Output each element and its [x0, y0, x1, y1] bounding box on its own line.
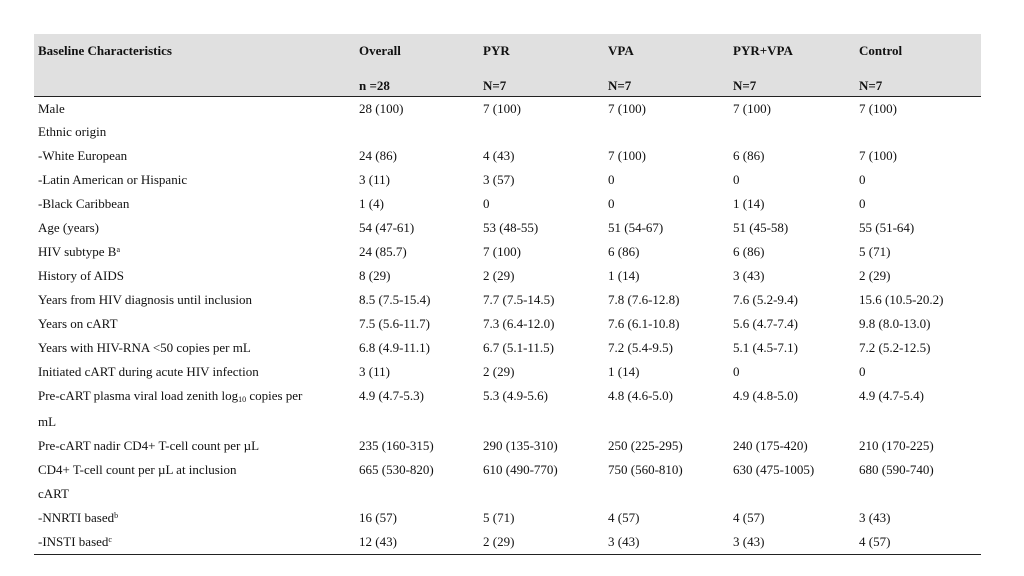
cell-overall — [355, 410, 479, 434]
table-row — [34, 312, 981, 336]
row-label-text: -INSTI based — [38, 534, 109, 549]
row-label-continuation: copies per — [246, 388, 303, 403]
cell-overall: 235 (160-315) — [359, 438, 434, 453]
header-characteristic: Baseline Characteristics — [38, 43, 172, 58]
table-header — [34, 34, 981, 96]
row-label-text: Years on cART — [38, 316, 118, 331]
row-label-text: Ethnic origin — [38, 124, 107, 139]
row-label — [34, 168, 355, 192]
header-row-group-names — [34, 34, 981, 72]
row-label — [34, 144, 355, 168]
baseline-characteristics-table-container — [34, 34, 981, 555]
header-n-overall: n =28 — [355, 72, 479, 96]
row-label — [34, 506, 355, 530]
cell-pyr-vpa: 4.9 (4.8-5.0) — [733, 388, 798, 403]
cell-overall: 28 (100) — [359, 100, 404, 116]
cell-pyr-vpa: 0 — [733, 172, 740, 187]
table-row — [34, 458, 981, 482]
row-label — [34, 288, 355, 312]
cell-overall: 3 (11) — [359, 364, 390, 379]
row-label — [34, 384, 355, 410]
table-row — [34, 384, 981, 410]
row-label-text: -NNRTI based — [38, 510, 115, 525]
cell-pyr-vpa: 4 (57) — [733, 510, 765, 525]
cell-pyr — [479, 410, 604, 434]
cell-control: 7 (100) — [859, 148, 897, 163]
cell-pyr: 7 (100) — [483, 100, 521, 116]
cell-control: 55 (51-64) — [859, 220, 915, 235]
cell-control: 680 (590-740) — [859, 462, 934, 477]
cell-overall: 7.5 (5.6-11.7) — [359, 316, 431, 331]
cell-control: 7 (100) — [859, 100, 897, 116]
row-label — [34, 96, 355, 120]
row-label — [34, 216, 355, 240]
row-label-text: -Black Caribbean — [38, 196, 130, 211]
cell-overall — [355, 120, 479, 144]
cell-pyr: 610 (490-770) — [483, 462, 558, 477]
cell-control: 15.6 (10.5-20.2) — [859, 292, 944, 307]
cell-pyr-vpa: 6 (86) — [733, 148, 765, 163]
cell-overall: 54 (47-61) — [359, 220, 415, 235]
row-label-footnote-mark: a — [116, 245, 121, 254]
cell-vpa: 0 — [608, 172, 615, 187]
row-label-text: cART — [38, 486, 69, 501]
cell-pyr: 5 (71) — [483, 510, 515, 525]
cell-pyr-vpa: 7 (100) — [733, 100, 771, 116]
cell-vpa — [604, 482, 729, 506]
table-row — [34, 336, 981, 360]
row-label-text: Age (years) — [38, 220, 99, 235]
row-label — [34, 482, 355, 506]
cell-vpa: 7 (100) — [608, 100, 646, 116]
cell-pyr-vpa — [729, 482, 855, 506]
row-label — [34, 192, 355, 216]
header-pyr: PYR — [483, 43, 510, 58]
row-label-text: HIV subtype B — [38, 244, 117, 259]
cell-vpa: 51 (54-67) — [608, 220, 664, 235]
table-row — [34, 530, 981, 554]
cell-pyr: 0 — [483, 196, 490, 211]
table-row — [34, 360, 981, 384]
row-label-text: CD4+ T-cell count per µL at inclusion — [38, 462, 237, 477]
cell-pyr: 7.3 (6.4-12.0) — [483, 316, 555, 331]
header-vpa: VPA — [608, 43, 634, 58]
cell-pyr-vpa: 1 (14) — [733, 196, 765, 211]
cell-overall: 12 (43) — [355, 530, 479, 554]
row-label-text: History of AIDS — [38, 268, 124, 283]
cell-control: 0 — [859, 196, 866, 211]
header-pyr-vpa: PYR+VPA — [733, 43, 793, 58]
cell-overall: 6.8 (4.9-11.1) — [359, 340, 431, 355]
cell-control: 2 (29) — [859, 268, 891, 283]
cell-overall: 16 (57) — [359, 510, 397, 525]
table-row — [34, 216, 981, 240]
row-label — [34, 336, 355, 360]
cell-vpa — [604, 410, 729, 434]
header-blank — [34, 72, 355, 96]
row-label-text: -White European — [38, 148, 128, 163]
header-control: Control — [859, 43, 903, 58]
cell-pyr: 6.7 (5.1-11.5) — [483, 340, 555, 355]
cell-overall — [355, 482, 479, 506]
header-n-pyr: N=7 — [479, 72, 604, 96]
row-label-footnote-mark: b — [114, 511, 119, 520]
table-row — [34, 168, 981, 192]
cell-overall: 665 (530-820) — [359, 462, 434, 477]
cell-control: 4.9 (4.7-5.4) — [859, 388, 924, 403]
table-row — [34, 288, 981, 312]
cell-control: 5 (71) — [859, 244, 891, 259]
row-label — [34, 530, 355, 554]
cell-pyr-vpa: 51 (45-58) — [733, 220, 789, 235]
cell-control: 4 (57) — [855, 530, 981, 554]
cell-overall: 3 (11) — [359, 172, 390, 187]
row-label-text: Years from HIV diagnosis until inclusion — [38, 292, 253, 307]
row-label-text: Initiated cART during acute HIV infection — [38, 364, 259, 379]
cell-vpa: 4.8 (4.6-5.0) — [608, 388, 673, 403]
table-row — [34, 482, 981, 506]
row-label-footnote-mark: c — [108, 535, 112, 544]
row-label — [34, 312, 355, 336]
cell-vpa: 1 (14) — [608, 268, 640, 283]
cell-pyr: 2 (29) — [483, 364, 515, 379]
cell-vpa: 7.2 (5.4-9.5) — [608, 340, 673, 355]
cell-pyr-vpa: 630 (475-1005) — [733, 462, 815, 477]
cell-pyr-vpa: 5.6 (4.7-7.4) — [733, 316, 798, 331]
cell-pyr: 5.3 (4.9-5.6) — [483, 388, 548, 403]
cell-vpa: 7.6 (6.1-10.8) — [608, 316, 680, 331]
cell-overall: 8.5 (7.5-15.4) — [359, 292, 431, 307]
cell-control: 3 (43) — [859, 510, 891, 525]
header-n-control: N=7 — [855, 72, 981, 96]
cell-vpa: 250 (225-295) — [608, 438, 683, 453]
row-label — [34, 240, 355, 264]
cell-pyr-vpa: 240 (175-420) — [733, 438, 808, 453]
table-row — [34, 120, 981, 144]
row-label — [34, 458, 355, 482]
row-label — [34, 120, 355, 144]
cell-vpa: 4 (57) — [608, 510, 640, 525]
table-row — [34, 264, 981, 288]
cell-pyr-vpa — [729, 410, 855, 434]
cell-pyr-vpa — [729, 120, 855, 144]
table-row — [34, 240, 981, 264]
header-row-sample-sizes — [34, 72, 981, 96]
cell-control: 0 — [859, 364, 866, 379]
header-overall: Overall — [359, 43, 401, 58]
table-row — [34, 192, 981, 216]
cell-overall: 24 (86) — [359, 148, 397, 163]
cell-control — [855, 120, 981, 144]
cell-control — [855, 482, 981, 506]
cell-overall: 4.9 (4.7-5.3) — [359, 388, 424, 403]
cell-overall: 1 (4) — [359, 196, 384, 211]
cell-control: 0 — [859, 172, 866, 187]
cell-pyr-vpa: 7.6 (5.2-9.4) — [733, 292, 798, 307]
cell-pyr: 7 (100) — [483, 244, 521, 259]
cell-pyr-vpa: 5.1 (4.5-7.1) — [733, 340, 798, 355]
cell-vpa: 6 (86) — [608, 244, 640, 259]
cell-control: 7.2 (5.2-12.5) — [859, 340, 931, 355]
row-label-text: Pre-cART plasma viral load zenith log — [38, 388, 239, 403]
table-body — [34, 96, 981, 554]
cell-pyr-vpa: 0 — [733, 364, 740, 379]
cell-vpa: 750 (560-810) — [608, 462, 683, 477]
cell-pyr — [479, 482, 604, 506]
baseline-characteristics-table — [34, 34, 981, 555]
header-n-vpa: N=7 — [604, 72, 729, 96]
row-label — [34, 360, 355, 384]
table-row — [34, 434, 981, 458]
row-label-text: Male — [38, 100, 65, 116]
cell-pyr: 7.7 (7.5-14.5) — [483, 292, 555, 307]
cell-vpa: 3 (43) — [604, 530, 729, 554]
cell-vpa — [604, 120, 729, 144]
cell-pyr — [479, 120, 604, 144]
table-row — [34, 506, 981, 530]
cell-pyr: 3 (57) — [483, 172, 515, 187]
cell-vpa: 7 (100) — [608, 148, 646, 163]
cell-pyr-vpa: 6 (86) — [733, 244, 765, 259]
cell-pyr-vpa: 3 (43) — [729, 530, 855, 554]
row-label-text: Years with HIV-RNA <50 copies per mL — [38, 340, 251, 355]
cell-pyr: 53 (48-55) — [483, 220, 539, 235]
row-label-text: Pre-cART nadir CD4+ T-cell count per µL — [38, 438, 260, 453]
cell-vpa: 7.8 (7.6-12.8) — [608, 292, 680, 307]
cell-pyr: 2 (29) — [483, 268, 515, 283]
row-label — [34, 264, 355, 288]
row-label-subscript: 10 — [238, 395, 247, 404]
cell-pyr: 4 (43) — [483, 148, 515, 163]
cell-control — [855, 410, 981, 434]
cell-pyr-vpa: 3 (43) — [733, 268, 765, 283]
table-row — [34, 410, 981, 434]
header-n-pyr-vpa: N=7 — [729, 72, 855, 96]
cell-overall: 24 (85.7) — [359, 244, 407, 259]
cell-pyr: 2 (29) — [479, 530, 604, 554]
cell-overall: 8 (29) — [359, 268, 391, 283]
cell-vpa: 0 — [608, 196, 615, 211]
cell-pyr: 290 (135-310) — [483, 438, 558, 453]
cell-control: 210 (170-225) — [859, 438, 934, 453]
row-label-text: mL — [38, 414, 57, 429]
cell-vpa: 1 (14) — [608, 364, 640, 379]
table-row — [34, 144, 981, 168]
cell-control: 9.8 (8.0-13.0) — [859, 316, 931, 331]
table-row — [34, 96, 981, 120]
row-label-text: -Latin American or Hispanic — [38, 172, 188, 187]
row-label — [34, 410, 355, 434]
row-label — [34, 434, 355, 458]
